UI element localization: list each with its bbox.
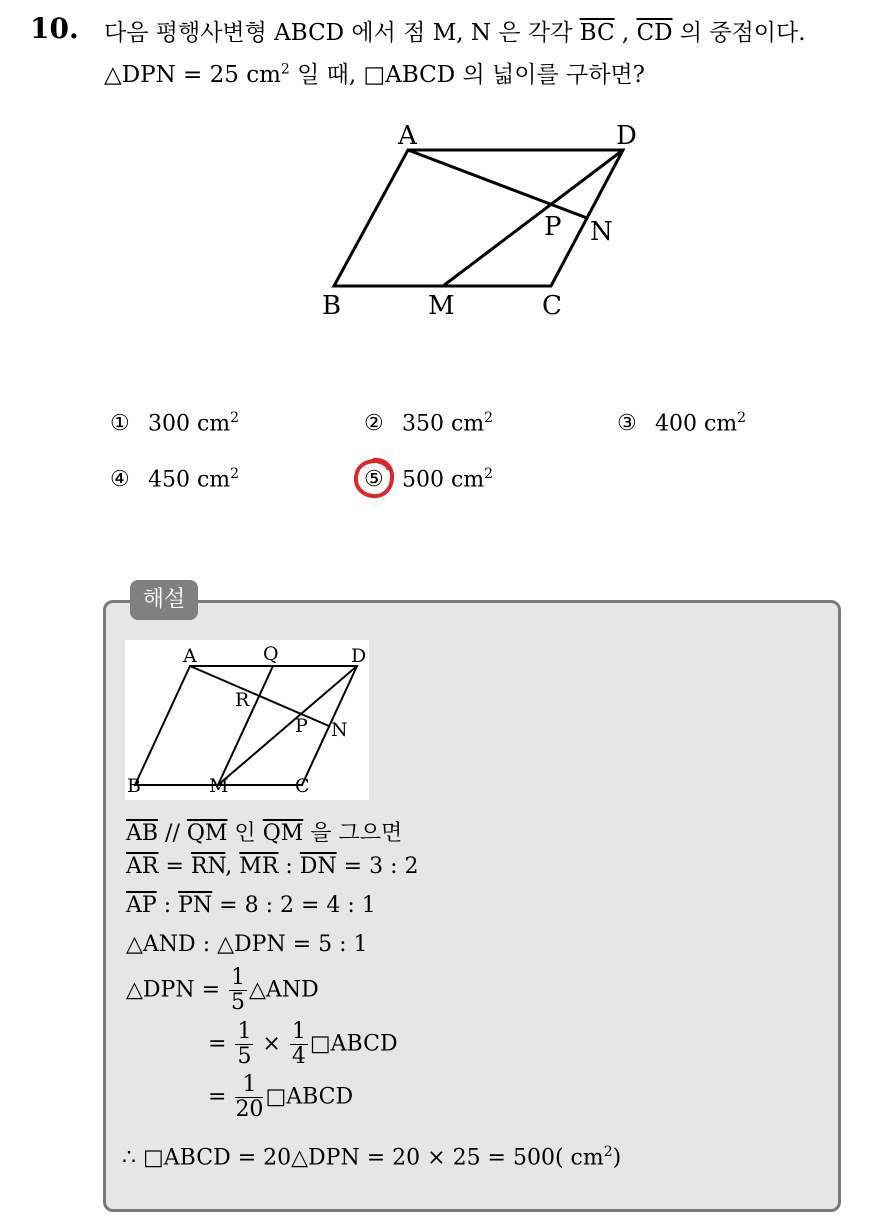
question-text-end: 의 중점이다. <box>672 20 806 46</box>
sol-label-b: B <box>127 775 141 797</box>
choice-1[interactable] <box>110 410 239 436</box>
equals: = <box>208 1084 234 1110</box>
label-p: P <box>544 212 562 242</box>
segment-cd: $\overline{CD}$ <box>636 20 673 46</box>
choice-value: 300 cm <box>148 411 231 437</box>
sol-label-q: Q <box>263 643 279 665</box>
solution-line-6 <box>208 1020 398 1069</box>
segment-ap: $\overline{AP}$ <box>126 893 157 918</box>
segment-ar: $\overline{AR}$ <box>126 854 159 879</box>
ratio-sign: : <box>278 854 300 879</box>
segment-ab: $\overline{AB}$ <box>126 821 159 846</box>
numerator: 1 <box>237 1019 252 1044</box>
comma: , <box>614 20 637 46</box>
label-n: N <box>590 217 613 247</box>
superscript: 2 <box>603 1144 613 1160</box>
choice-value: 500 cm <box>402 467 485 493</box>
text: = 3 : 2 <box>336 854 419 879</box>
denominator: 4 <box>291 1044 306 1069</box>
choice-mark: ⑤ <box>364 467 384 493</box>
solution-tab: 해설 <box>130 580 198 620</box>
superscript: 2 <box>230 410 240 426</box>
choice-mark: ③ <box>617 411 637 437</box>
superscript: 2 <box>484 466 494 482</box>
question-number: 10. <box>30 12 79 45</box>
sol-label-n: N <box>331 719 348 741</box>
sol-label-d: D <box>351 645 367 667</box>
equals: = <box>208 1031 234 1057</box>
solution-line-8 <box>122 1144 621 1170</box>
numerator: 1 <box>235 1073 263 1098</box>
choice-value: 450 cm <box>148 467 231 493</box>
sol-label-a: A <box>183 645 197 667</box>
text: □ABCD <box>265 1084 354 1110</box>
solution-line-7 <box>208 1073 353 1122</box>
comma: , <box>225 854 240 879</box>
fraction <box>235 1020 253 1069</box>
choice-mark: ① <box>110 411 130 437</box>
question-text: 다음 평행사변형 ABCD 에서 점 M, N 은 각각 <box>104 20 580 46</box>
segment-rn: $\overline{RN}$ <box>190 854 226 879</box>
sol-label-r: R <box>235 689 250 711</box>
choice-value: 400 cm <box>655 411 738 437</box>
question-prompt: 일 때, □ABCD 의 넓이를 구하면? <box>289 62 646 88</box>
choice-2[interactable] <box>364 410 493 436</box>
choice-mark: ④ <box>110 467 130 493</box>
sol-label-c: C <box>295 775 310 797</box>
denominator: 5 <box>231 990 246 1015</box>
fraction <box>235 1073 263 1122</box>
label-a: A <box>398 121 417 151</box>
segment-mr: $\overline{MR}$ <box>239 854 279 879</box>
segment-pn: $\overline{PN}$ <box>178 893 213 918</box>
given-area: △DPN = 25 cm <box>104 62 281 88</box>
sol-label-m: M <box>209 775 229 797</box>
question-line-1 <box>104 14 806 47</box>
text: 을 그으면 <box>303 821 403 846</box>
numerator: 1 <box>291 1019 306 1044</box>
text: △AND <box>249 977 319 1003</box>
choice-3[interactable] <box>617 410 746 436</box>
numerator: 1 <box>231 965 246 990</box>
solution-line-5 <box>126 966 319 1015</box>
parallel-sign: // <box>158 821 187 846</box>
segment-dn: $\overline{DN}$ <box>299 854 337 879</box>
denominator: 5 <box>237 1044 252 1069</box>
segment-qm: $\overline{QM}$ <box>262 821 304 846</box>
superscript: 2 <box>737 410 747 426</box>
times: × <box>255 1031 288 1057</box>
choice-mark: ② <box>364 411 384 437</box>
solution-line-3 <box>126 893 376 918</box>
text: △DPN = <box>126 977 228 1003</box>
ratio-sign: : <box>156 893 179 918</box>
text: 인 <box>227 821 263 846</box>
question-line-2 <box>104 56 645 89</box>
parallelogram-figure <box>318 118 658 328</box>
label-c: C <box>542 291 562 321</box>
answer-circle-mark <box>352 456 396 500</box>
solution-line-2 <box>126 854 419 879</box>
label-m: M <box>428 291 455 321</box>
text: ) <box>612 1145 622 1171</box>
superscript: 2 <box>280 61 290 78</box>
solution-line-1 <box>126 816 402 847</box>
choice-value: 350 cm <box>402 411 485 437</box>
superscript: 2 <box>230 466 240 482</box>
sol-label-p: P <box>295 715 308 737</box>
solution-line-4: △AND : △DPN = 5 : 1 <box>126 932 368 957</box>
segment-bc: $\overline{BC}$ <box>579 20 615 46</box>
fraction <box>229 966 247 1015</box>
solution-figure <box>125 640 369 800</box>
text: = 8 : 2 = 4 : 1 <box>212 893 376 918</box>
superscript: 2 <box>484 410 494 426</box>
label-b: B <box>322 291 342 321</box>
conclusion: ∴ □ABCD = 20△DPN = 20 × 25 = 500( cm <box>122 1145 604 1171</box>
fraction <box>290 1020 308 1069</box>
text: □ABCD <box>309 1031 398 1057</box>
segment-qm: $\overline{QM}$ <box>186 821 228 846</box>
label-d: D <box>616 121 637 151</box>
choice-4[interactable] <box>110 466 239 492</box>
denominator: 20 <box>235 1097 264 1122</box>
equals: = <box>158 854 191 879</box>
